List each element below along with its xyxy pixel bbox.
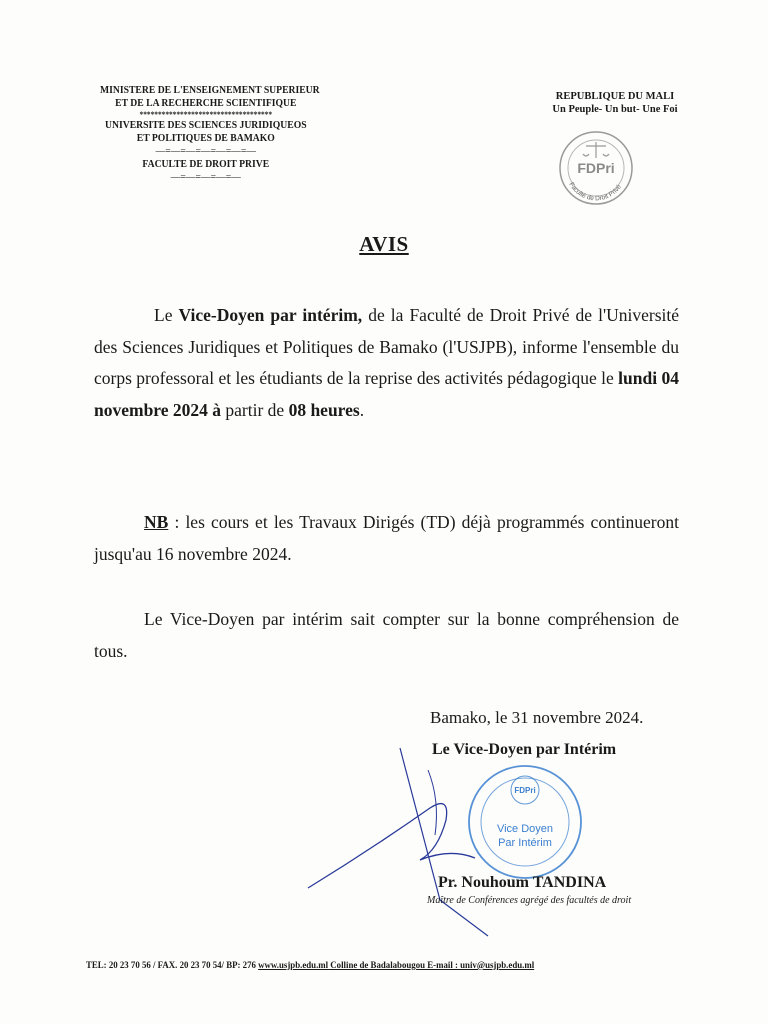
page-title: AVIS xyxy=(359,232,409,256)
closing-paragraph: Le Vice-Doyen par intérim sait compter sur la bonne compréhension de tous. xyxy=(94,609,679,661)
fdpri-logo xyxy=(553,128,639,214)
para1-text-b: de la Faculté de Droit Privé de l'Université des Sciences Juridiques et Politiques de Bamako (l'USJPB), informe l'ensemble du corps professoral et les étudiants de la reprise des activités pédagogique le xyxy=(94,305,680,388)
resume-date-bold: lundi 04 novembre 2024 à xyxy=(94,368,679,420)
para1-text-a: Le xyxy=(154,305,179,325)
nb-text: : les cours et les Travaux Dirigés (TD) déjà programmés continueront jusqu'au 16 novembre 2024. xyxy=(94,512,679,564)
ministry-line1: MINISTERE DE L'ENSEIGNEMENT SUPERIEUR xyxy=(100,85,320,96)
footer-website-link[interactable]: www.usjpb.edu.ml xyxy=(258,961,329,971)
ministry-header xyxy=(100,84,320,184)
stamp-logo-text: FDPri xyxy=(514,786,536,795)
logo-ring-text: Faculté de Droit Privé xyxy=(567,181,623,203)
para1-text-c: partir de xyxy=(221,399,289,420)
separator-2: —=—=—=—=— xyxy=(170,172,241,183)
stars-separator: ************************************ xyxy=(139,110,273,119)
footer-phone: TEL: 20 23 70 56 / FAX. 20 23 70 54/ BP: 276 xyxy=(86,961,259,971)
resume-time-bold: 08 heures xyxy=(288,399,360,420)
signatory-name: Pr. Nouhoum TANDINA xyxy=(438,874,607,891)
date-line: Bamako, le 31 novembre 2024. xyxy=(430,708,644,727)
national-motto: Un Peuple- Un but- Une Foi xyxy=(552,104,678,115)
ministry-line2: ET DE LA RECHERCHE SCIENTIFIQUE xyxy=(115,98,297,109)
nb-paragraph xyxy=(94,507,679,570)
university-line2: ET POLITIQUES DE BAMAKO xyxy=(136,133,275,144)
vice-dean-bold: Vice-Doyen par intérim, xyxy=(178,305,363,325)
signatory-title: Le Vice-Doyen par Intérim xyxy=(432,741,617,758)
footer-address-email[interactable]: Colline de Badalabougou E-mail : univ@usjpb.edu.ml xyxy=(328,961,535,971)
scales-icon xyxy=(583,142,609,158)
logo-text: FDPri xyxy=(577,160,615,176)
republic-header xyxy=(540,90,690,116)
contact-footer xyxy=(86,961,534,971)
nb-label: NB xyxy=(144,512,169,532)
handwritten-signature xyxy=(300,740,500,940)
stamp-line2: Par Intérim xyxy=(498,837,552,849)
para1-text-d: . xyxy=(359,399,365,420)
signatory-rank: Maître de Conférences agrégé des facultés de droit xyxy=(427,895,632,906)
country-name: REPUBLIQUE DU MALI xyxy=(555,91,675,102)
stamp-line1: Vice Doyen xyxy=(496,823,554,835)
university-line1: UNIVERSITE DES SCIENCES JURIDIQUEOS xyxy=(105,120,307,131)
faculty-name: FACULTE DE DROIT PRIVE xyxy=(142,159,270,170)
separator-1: —=—=—=—=—=—=— xyxy=(155,146,256,157)
announcement-paragraph xyxy=(94,300,679,426)
